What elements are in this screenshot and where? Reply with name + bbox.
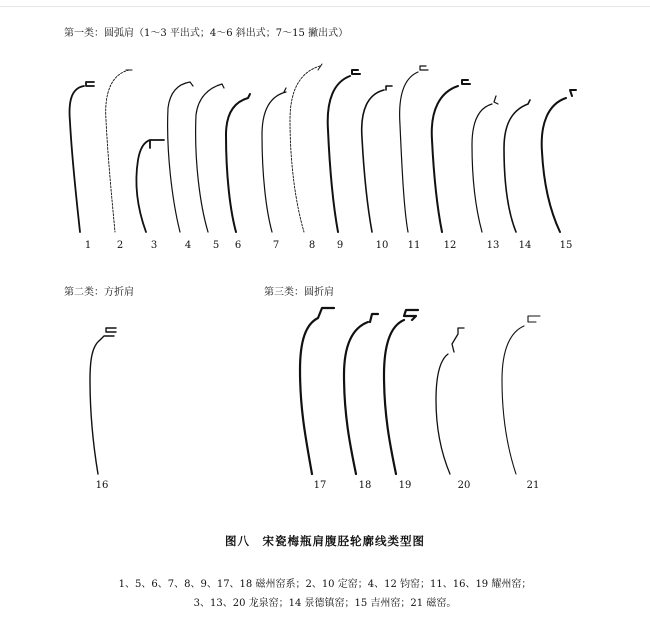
profile-17 [300, 308, 334, 474]
profile-4 [168, 82, 193, 232]
profile-number: 16 [95, 480, 109, 491]
profile-21 [502, 316, 540, 474]
figure-title: 图八 宋瓷梅瓶肩腹胫轮廓线类型图 [225, 534, 425, 548]
profile-number: 20 [457, 480, 471, 491]
profile-16 [90, 328, 116, 474]
profile-10 [362, 86, 392, 232]
profile-number: 3 [150, 240, 158, 251]
profile-number: 8 [308, 240, 316, 251]
profile-3 [136, 140, 164, 232]
profile-number: 11 [407, 240, 421, 251]
profile-number: 21 [526, 480, 540, 491]
group2-label: 第二类：方折肩 [64, 287, 134, 298]
profile-15 [542, 90, 576, 232]
profile-1 [70, 82, 94, 232]
profile-8-lip [318, 64, 322, 70]
profile-12 [432, 80, 470, 232]
profile-2 [106, 70, 129, 232]
profile-number: 15 [559, 240, 573, 251]
profile-number: 14 [518, 240, 532, 251]
profile-number: 1 [84, 240, 92, 251]
profile-14 [504, 100, 530, 232]
profile-number: 10 [375, 240, 389, 251]
profile-number: 2 [116, 240, 124, 251]
group1-label: 第一类：圆弧肩（1～3 平出式；4～6 斜出式；7～15 撇出式） [64, 28, 349, 39]
profile-number: 12 [443, 240, 457, 251]
profile-11 [400, 66, 428, 232]
profile-20 [436, 328, 464, 474]
profile-18 [344, 314, 378, 474]
profile-number: 4 [184, 240, 192, 251]
profile-19 [384, 310, 418, 474]
profile-number: 18 [358, 480, 372, 491]
profile-number: 19 [398, 480, 412, 491]
figure-caption-line1: 1、5、6、7、8、9、17、18 磁州窑系；2、10 定窑；4、12 钧窑；11、16、19 耀州窑； [118, 579, 532, 590]
figure-caption-line2: 3、13、20 龙泉窑；14 景德镇窑；15 吉州窑；21 磁窑。 [193, 598, 457, 609]
profile-13 [472, 96, 498, 232]
profile-number: 7 [272, 240, 280, 251]
profile-number: 6 [234, 240, 242, 251]
profile-number: 9 [336, 240, 344, 251]
profile-8 [290, 66, 320, 232]
profile-9 [328, 70, 360, 232]
profile-5 [196, 84, 224, 232]
profile-6 [226, 94, 250, 232]
profile-number: 17 [313, 480, 327, 491]
profile-7 [262, 88, 286, 232]
profile-number: 5 [212, 240, 220, 251]
profile-number: 13 [486, 240, 500, 251]
group3-label: 第三类：圆折肩 [264, 287, 334, 298]
